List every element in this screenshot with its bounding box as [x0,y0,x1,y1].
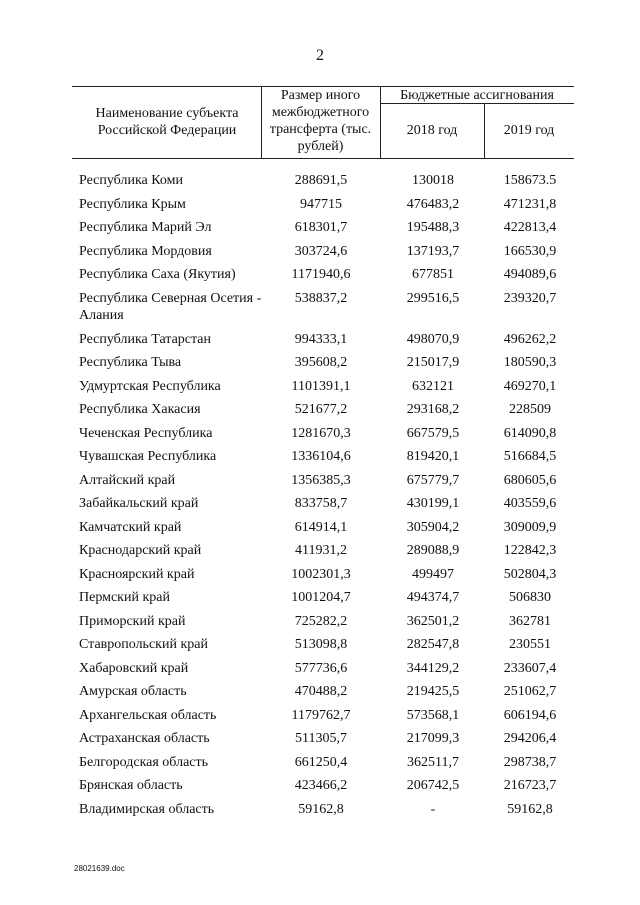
year-2018-cell: - [430,801,436,817]
year-2019-cell: 614090,8 [503,425,557,441]
year-2018-cell: 282547,8 [406,637,460,652]
transfer-cell: 1101391,1 [291,378,351,394]
year-2018-cell: 476483,2 [406,196,460,212]
year-2018-cell: 499497 [412,566,454,582]
table-row [0,660,640,684]
transfer-cell: 470488,2 [294,684,348,699]
region-name-cell: Астраханская область [79,731,210,746]
table-row [0,754,640,778]
year-2019-cell: 496262,2 [503,331,557,347]
year-2019-cell: 422813,4 [503,220,557,235]
table-row [0,730,640,754]
region-name-cell: Республика Саха (Якутия) [79,267,236,282]
table-row [0,448,640,472]
year-2019-cell: 59162,8 [507,801,553,817]
transfer-cell: 947715 [300,196,342,212]
year-2018-cell: 206742,5 [406,778,460,793]
year-2019-cell: 228509 [509,402,551,417]
table-row [0,378,640,402]
year-2018-cell: 667579,5 [406,425,460,441]
footer-filename: 28021639.doc [74,864,125,873]
year-2018-cell: 137193,7 [406,243,460,259]
transfer-cell: 411931,2 [295,543,347,558]
year-2019-cell: 122842,3 [503,543,557,558]
year-2019-cell: 180590,3 [503,355,557,370]
region-name-cell: Архангельская область [79,707,217,723]
region-name-cell: Амурская область [79,684,187,699]
region-name-cell: Чеченская Республика [79,425,213,441]
page-number: 2 [316,47,324,64]
transfer-cell: 513098,8 [294,637,348,652]
table-row [0,777,640,801]
year-2018-cell: 362511,7 [407,754,459,770]
year-2019-header: 2019 год [503,123,555,138]
table-row [0,290,640,331]
table-row [0,354,640,378]
region-name-cell: Чувашская Республика [79,449,217,464]
year-2018-cell: 494374,7 [406,590,460,605]
transfer-cell: 618301,7 [294,220,348,235]
year-2018-cell: 819420,1 [406,449,460,464]
region-name-cell: Республика Коми [79,173,183,188]
year-2019-cell: 606194,6 [503,707,557,723]
transfer-cell: 1281670,3 [291,425,351,441]
table-row [0,589,640,613]
year-2018-cell: 344129,2 [406,660,460,676]
year-2018-header: 2018 год [406,123,458,138]
region-name-cell: Камчатский край [79,519,182,535]
year-2018-cell: 675779,7 [406,472,460,488]
subject-column-header: Наименование субъекта Российской Федерации [95,106,239,138]
transfer-cell: 538837,2 [294,290,348,306]
year-2019-cell: 239320,7 [503,290,557,306]
region-name-cell: Республика Северная Осетия - Алания [79,290,262,323]
transfer-cell: 1171940,6 [291,267,351,282]
year-2018-cell: 130018 [412,173,454,188]
region-name-cell: Забайкальский край [79,496,199,511]
table-row [0,636,640,660]
transfer-cell: 288691,5 [294,173,348,188]
transfer-cell: 577736,6 [294,660,348,676]
year-2019-cell: 216723,7 [503,778,557,793]
year-2019-cell: 298738,7 [503,754,557,770]
region-name-cell: Удмуртская Республика [79,378,221,394]
year-2019-cell: 233607,4 [503,660,557,676]
region-name-cell: Красноярский край [79,566,195,582]
year-2019-cell: 294206,4 [503,731,557,746]
table-header [72,86,574,159]
budget-group-header: Бюджетные ассигнования [400,88,554,103]
table-row [0,707,640,731]
transfer-cell: 521677,2 [294,402,348,417]
region-name-cell: Республика Татарстан [79,331,212,347]
year-2018-cell: 430199,1 [406,496,460,511]
table-row [0,683,640,707]
transfer-cell: 395608,2 [294,355,348,370]
region-name-cell: Хабаровский край [79,660,189,676]
year-2018-cell: 289088,9 [406,543,460,558]
table-row [0,243,640,267]
table-row [0,472,640,496]
year-2018-cell: 632121 [412,378,454,394]
transfer-cell: 303724,6 [294,243,348,259]
year-2019-cell: 471231,8 [503,196,557,212]
transfer-cell: 1356385,3 [291,472,351,488]
year-2018-cell: 195488,3 [406,220,460,235]
year-2018-cell: 677851 [412,267,454,282]
transfer-cell: 994333,1 [294,331,348,347]
year-2018-cell: 215017,9 [406,355,460,370]
transfer-cell: 1179762,7 [291,707,351,723]
table-row [0,566,640,590]
region-name-cell: Республика Марий Эл [79,220,212,235]
table-row [0,519,640,543]
transfer-cell: 59162,8 [298,801,344,817]
table-row [0,801,640,825]
year-2019-cell: 403559,6 [503,496,557,511]
table-row [0,613,640,637]
table-row [0,266,640,290]
transfer-cell: 833758,7 [294,496,348,511]
region-name-cell: Краснодарский край [79,543,202,558]
region-name-cell: Приморский край [79,613,186,629]
year-2019-cell: 166530,9 [503,243,557,259]
table-body [0,172,640,824]
region-name-cell: Республика Хакасия [79,402,201,417]
region-name-cell: Владимирская область [79,801,215,817]
transfer-column-header: Размер иного межбюджетного трансферта (тыс. рублей) [269,88,372,154]
header-bottom-rule [72,158,574,159]
year-2019-cell: 506830 [509,590,551,605]
table-row [0,219,640,243]
year-2019-cell: 516684,5 [503,449,557,464]
year-2018-cell: 362501,2 [406,613,460,629]
year-2018-cell: 219425,5 [406,684,460,699]
table-row [0,401,640,425]
region-name-cell: Республика Крым [79,196,186,212]
year-2019-cell: 680605,6 [503,472,557,488]
transfer-cell: 661250,4 [294,754,348,770]
year-2019-cell: 251062,7 [503,684,557,699]
table-row [0,172,640,196]
year-2019-cell: 309009,9 [503,519,557,535]
year-2018-cell: 573568,1 [406,707,460,723]
region-name-cell: Брянская область [79,778,183,793]
year-2018-cell: 299516,5 [406,290,460,306]
transfer-cell: 1336104,6 [291,449,351,464]
region-name-cell: Белгородская область [79,754,209,770]
year-2018-cell: 217099,3 [406,731,460,746]
table-row [0,542,640,566]
transfer-cell: 1002301,3 [291,566,351,582]
year-2019-cell: 469270,1 [503,378,557,394]
transfer-cell: 511305,7 [295,731,347,746]
table-row [0,425,640,449]
year-2019-cell: 494089,6 [503,267,557,282]
year-2018-cell: 305904,2 [406,519,460,535]
transfer-cell: 725282,2 [294,613,348,629]
region-name-cell: Пермский край [79,590,170,605]
year-2019-cell: 502804,3 [503,566,557,582]
table-row [0,196,640,220]
region-name-cell: Алтайский край [79,472,176,488]
year-2018-cell: 293168,2 [406,402,460,417]
table-row [0,331,640,355]
year-2019-cell: 230551 [509,637,551,652]
year-2018-cell: 498070,9 [406,331,460,347]
year-2019-cell: 362781 [509,613,551,629]
table-row [0,495,640,519]
year-2019-cell: 158673.5 [503,173,557,188]
region-name-cell: Ставропольский край [79,637,208,652]
region-name-cell: Республика Тыва [79,355,182,370]
transfer-cell: 614914,1 [294,519,348,535]
transfer-cell: 423466,2 [294,778,348,793]
transfer-cell: 1001204,7 [291,590,351,605]
region-name-cell: Республика Мордовия [79,243,212,259]
